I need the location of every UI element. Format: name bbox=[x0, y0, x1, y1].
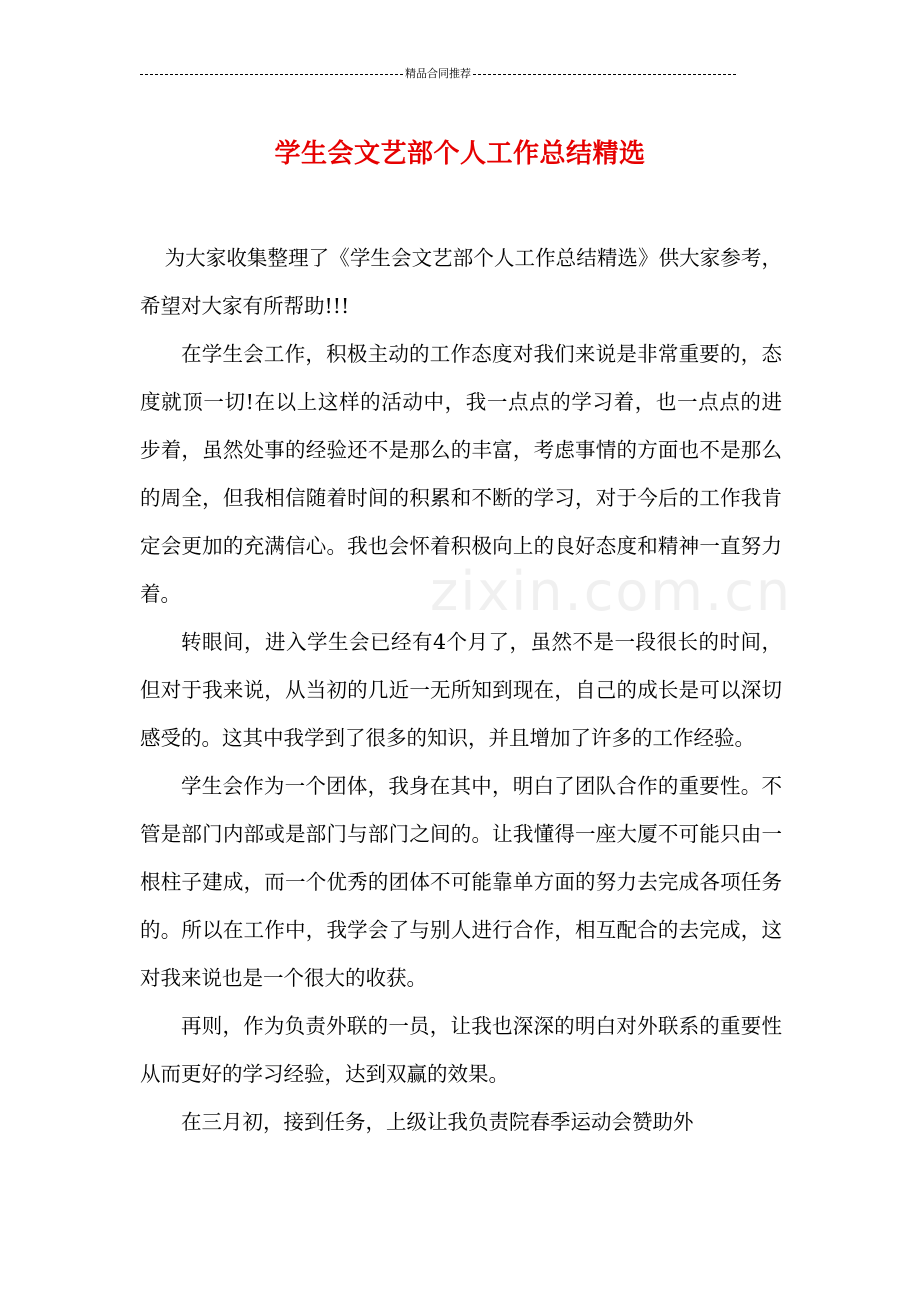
paragraph: 在三月初，接到任务，上级让我负责院春季运动会赞助外 bbox=[181, 1110, 694, 1134]
watermark: zixin.com.cn bbox=[430, 560, 793, 623]
document-title: 学生会文艺部个人工作总结精选 bbox=[274, 139, 646, 170]
paragraph-intro: 为大家收集整理了《学生会文艺部个人工作总结精选》供大家参考，希望对大家有所帮助!!! bbox=[140, 246, 782, 318]
document-body bbox=[140, 234, 782, 1146]
header-dash-left bbox=[140, 74, 403, 75]
header-rule bbox=[140, 66, 736, 82]
paragraph: 转眼间，进入学生会已经有4个月了，虽然不是一段很长的时间，但对于我来说，从当初的几近一无所知到现在，自己的成长是可以深切感受的。这其中我学到了很多的知识，并且增加了许多的工作经验。 bbox=[140, 630, 782, 750]
paragraph: 在学生会工作，积极主动的工作态度对我们来说是非常重要的，态度就顶一切!在以上这样的活动中，我一点点的学习着，也一点点的进步着，虽然处事的经验还不是那么的丰富，考虑事情的方面也不是那么的周全，但我相信随着时间的积累和不断的学习，对于今后的工作我肯定会更加的充满信心。我也会怀着积极向上的良好态度和精神一直努力着。 bbox=[140, 342, 782, 606]
header-label: 精品合同推荐 bbox=[405, 67, 471, 80]
paragraph: 学生会作为一个团体，我身在其中，明白了团队合作的重要性。不管是部门内部或是部门与部门之间的。让我懂得一座大厦不可能只由一根柱子建成，而一个优秀的团体不可能靠单方面的努力去完成各项任务的。所以在工作中，我学会了与别人进行合作，相互配合的去完成，这对我来说也是一个很大的收获。 bbox=[140, 774, 782, 990]
header-dash-right bbox=[473, 74, 736, 75]
paragraph: 再则，作为负责外联的一员，让我也深深的明白对外联系的重要性从而更好的学习经验，达到双赢的效果。 bbox=[140, 1014, 782, 1086]
